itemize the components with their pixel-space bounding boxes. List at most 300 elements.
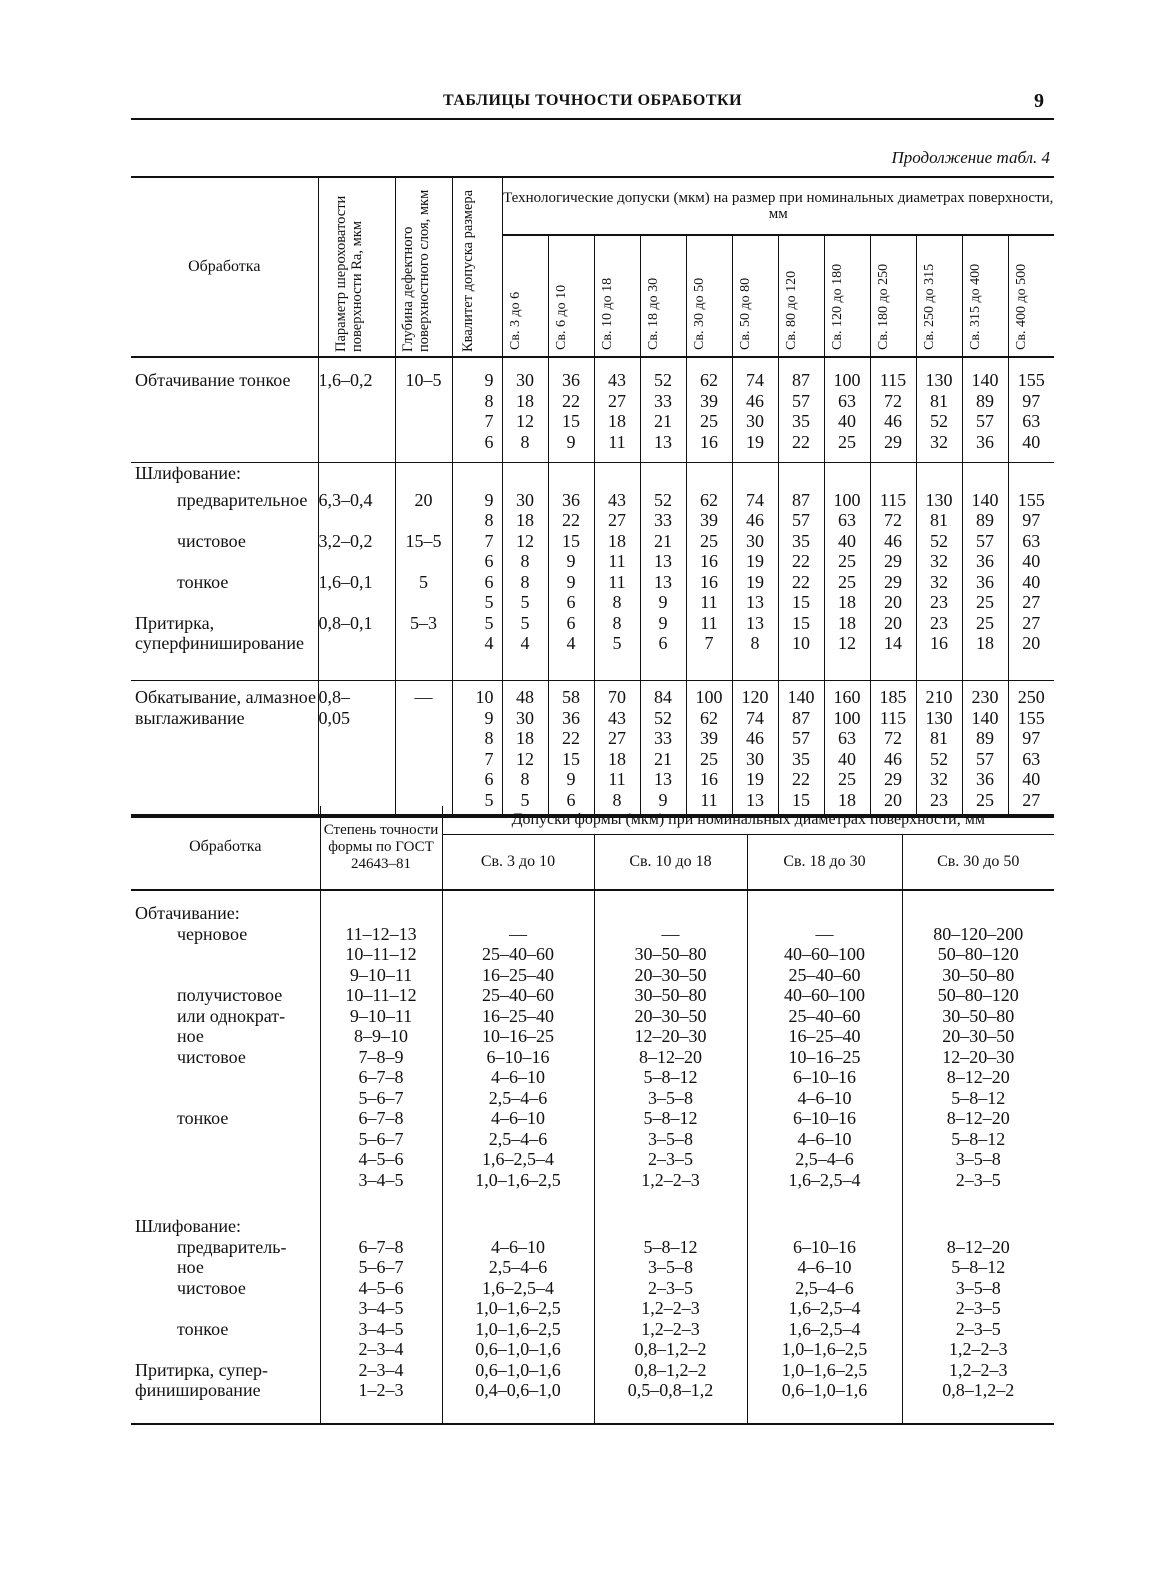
col-group-tolerances: Технологические допуски (мкм) на размер при номинальных диаметрах поверхности, мм (502, 177, 1054, 235)
cell-line: 32 (930, 551, 948, 571)
depth-cell (395, 357, 452, 463)
cell-line: 89 (976, 390, 994, 411)
cell-line: 3,2–0,2 (318, 530, 373, 551)
cell-line: 62 (700, 489, 718, 510)
tolerance-cell (640, 484, 686, 681)
cell-line (396, 592, 452, 613)
cell-line (443, 903, 594, 924)
depth-cell (395, 681, 452, 817)
diameter-label: Св. 400 до 500 (1014, 263, 1030, 350)
cell-line: 0,4–0,6–1,0 (475, 1380, 561, 1400)
cell-line: 25 (700, 748, 718, 769)
cell-line: 8–12–20 (946, 1236, 1010, 1257)
cell-line: 52 (930, 748, 948, 769)
size-tolerance-body (131, 357, 1054, 816)
cell-line: 81 (930, 510, 948, 530)
tolerance-cell (778, 357, 824, 463)
cell-line: 30 (746, 411, 764, 431)
diameter-label: Св. 120 до 180 (830, 263, 845, 350)
cell-line: 13 (746, 789, 764, 810)
cell-line: 115 (879, 489, 907, 510)
cell-line: 13 (654, 571, 672, 592)
col-header-obrabotka: Обработка (131, 177, 318, 357)
cell-line: 22 (792, 571, 810, 592)
diameter-header (824, 235, 870, 357)
diameter-header (870, 235, 916, 357)
cell-line: 16–25–40 (482, 964, 554, 985)
cell-line: 10–16–25 (788, 1046, 861, 1067)
cell-line: 1,6–2,5–4 (788, 1298, 861, 1318)
cell-line: 27 (608, 390, 626, 411)
cell-line: 72 (884, 510, 902, 530)
cell-line: 43 (608, 370, 626, 390)
cell-line (321, 903, 442, 924)
cell-line: 6 (566, 612, 576, 633)
cell-line: — (661, 923, 680, 944)
diameter-header (1008, 235, 1054, 357)
treatment-line (135, 1298, 320, 1319)
cell-line: 9–10–11 (349, 1005, 413, 1026)
cell-line: 40 (1022, 769, 1041, 789)
cell-line: 5–8–12 (951, 1087, 1006, 1108)
treatment-line: Шлифование: (135, 1216, 241, 1236)
cell-line: 5–8–12 (951, 1128, 1006, 1149)
cell-line: 5 (419, 571, 428, 592)
treatment-line: тонкое (177, 1318, 229, 1339)
treatment-line: тонкое (177, 1108, 229, 1128)
treatment-line (135, 1129, 320, 1150)
cell-line: 81 (930, 728, 948, 748)
cell-line: 4–6–10 (491, 1108, 545, 1128)
cell-line: 140 (971, 707, 999, 728)
treatment-line: предваритель- (177, 1236, 287, 1257)
kvalitet-cell (452, 484, 502, 681)
cell-line: 19 (746, 571, 764, 592)
cell-line: 5 (484, 592, 494, 612)
tolerance-cell (548, 484, 594, 681)
diameter-label: Св. 3 до 6 (508, 291, 523, 350)
cell-line: 5 (520, 789, 530, 810)
tolerance-cell (594, 357, 640, 463)
treatment-line (135, 965, 320, 986)
cell-line: 8–12–20 (946, 1067, 1010, 1087)
cell-line: — (414, 687, 433, 707)
cell-line: 89 (976, 728, 994, 748)
treatment-line (135, 1170, 320, 1191)
cell-line: 46 (884, 411, 902, 431)
cell-line: 7 (704, 633, 714, 653)
cell-line: 8 (520, 769, 530, 789)
form-tolerance-cell (442, 890, 594, 1204)
cell-line: 2,5–4–6 (488, 1128, 548, 1149)
empty-cell (640, 463, 686, 484)
cell-line: 32 (930, 431, 948, 452)
col-header-form-degree: Степень точности формы по ГОСТ 24643–81 (320, 806, 442, 890)
cell-line: 10–5 (405, 370, 442, 390)
cell-line: 11 (700, 789, 718, 810)
cell-line: 13 (746, 592, 764, 612)
cell-line (319, 510, 395, 531)
tolerance-cell (916, 484, 962, 681)
treatment-line (135, 1339, 320, 1360)
cell-line: 6 (484, 571, 494, 592)
cell-line: 23 (930, 592, 948, 612)
continuation-note: Продолжение табл. 4 (891, 148, 1050, 167)
cell-line (748, 903, 902, 924)
table-row (131, 1204, 1054, 1424)
empty-cell (395, 463, 452, 484)
cell-line: 4–6–10 (491, 1236, 545, 1257)
cell-line: 12 (838, 633, 856, 653)
cell-line: 210 (925, 687, 953, 707)
treatment-line (135, 1088, 320, 1109)
cell-line: 21 (654, 748, 672, 769)
cell-line: 8 (484, 510, 494, 530)
cell-line: 39 (700, 728, 718, 748)
cell-line: 3–5–8 (955, 1277, 1001, 1298)
treatment-line: предварительное (177, 489, 308, 510)
cell-line (319, 551, 395, 572)
tolerance-cell (962, 484, 1008, 681)
cell-line: 5 (520, 612, 530, 633)
cell-line: 4 (484, 633, 494, 653)
cell-line: 3–5–8 (648, 1257, 693, 1277)
cell-line: 7–8–9 (358, 1046, 404, 1067)
treatment-line (135, 1067, 320, 1088)
empty-cell (452, 463, 502, 484)
treatment-line: ное (177, 1026, 204, 1046)
cell-line: 19 (746, 431, 764, 452)
cell-line: 5 (612, 633, 622, 653)
cell-line: — (509, 923, 527, 944)
cell-line (319, 592, 395, 613)
cell-line: 33 (654, 510, 672, 530)
cell-line: 6 (484, 769, 494, 789)
cell-line: 12 (516, 411, 534, 431)
tolerance-cell (502, 357, 548, 463)
cell-line: 0,5–0,8–1,2 (627, 1380, 714, 1400)
cell-line: 9 (484, 489, 494, 510)
cell-line (321, 1216, 442, 1237)
tolerance-cell (732, 484, 778, 681)
cell-line: 15 (792, 789, 810, 810)
diameter-label: Св. 6 до 10 (554, 284, 569, 350)
cell-line: 40 (1022, 551, 1041, 571)
form-tolerance-cell (902, 1204, 1054, 1424)
cell-line: 0,6–1,0–1,6 (781, 1380, 868, 1400)
tolerance-cell (870, 357, 916, 463)
cell-line: 15 (792, 592, 810, 612)
cell-line: 230 (971, 687, 999, 707)
cell-line: 6–10–16 (486, 1046, 550, 1067)
treatment-line: или однократ- (177, 1005, 286, 1026)
cell-line: 12 (516, 530, 534, 551)
cell-line: 52 (930, 530, 948, 551)
cell-line: 3–4–5 (358, 1169, 404, 1190)
cell-line: 25 (976, 612, 994, 633)
tolerance-cell (548, 357, 594, 463)
cell-line: 29 (884, 769, 902, 789)
cell-line: 6 (484, 431, 494, 452)
kvalitet-cell (452, 357, 502, 463)
cell-line: 12–20–30 (634, 1026, 707, 1046)
cell-line: 57 (792, 728, 810, 748)
treatment-line: Притирка, суперфиниширование (135, 612, 304, 653)
cell-line: 97 (1022, 728, 1041, 748)
cell-line: 20–30–50 (634, 1005, 707, 1026)
cell-line: 115 (879, 707, 907, 728)
diameter-label: Св. 180 до 250 (876, 263, 891, 350)
cell-line: 11 (700, 612, 718, 633)
cell-line: 36 (562, 707, 580, 728)
cell-line: 43 (608, 489, 626, 510)
form-tolerance-table (131, 806, 1054, 1425)
tolerance-cell (732, 357, 778, 463)
cell-line: 2–3–4 (358, 1339, 404, 1359)
form-tolerance-body (131, 890, 1054, 1424)
cell-line: 87 (792, 370, 810, 390)
cell-line: 27 (608, 728, 626, 748)
page-number: 9 (1034, 90, 1044, 112)
diameter-label: Св. 10 до 18 (600, 277, 615, 350)
cell-line: 39 (700, 510, 718, 530)
diameter-header (732, 235, 778, 357)
cell-line: 155 (1017, 370, 1045, 390)
form-tolerance-cell (747, 1204, 902, 1424)
cell-line: 25 (976, 592, 994, 612)
tolerance-cell (686, 357, 732, 463)
cell-line: 40 (838, 530, 856, 551)
cell-line: 5–6–7 (358, 1128, 404, 1149)
cell-line: 6 (484, 551, 494, 571)
cell-line: 1,2–2–3 (949, 1359, 1008, 1380)
cell-line: 22 (562, 510, 580, 530)
cell-line: 80–120–200 (933, 923, 1024, 944)
cell-line: 100 (833, 489, 861, 510)
cell-line: 23 (930, 789, 948, 810)
cell-line: 25–40–60 (482, 944, 554, 964)
treatment-name (131, 890, 320, 1204)
treatment-name (131, 484, 318, 681)
cell-line: 25 (838, 571, 856, 592)
cell-line: 0,8–1,2–2 (634, 1339, 707, 1359)
cell-line: 5–8–12 (643, 1108, 698, 1128)
form-tolerance-cell (594, 890, 747, 1204)
cell-line (748, 1216, 902, 1237)
form-degree-cell (320, 890, 442, 1204)
cell-line: 10–11–12 (345, 985, 417, 1005)
cell-line: 0,8–1,2–2 (942, 1380, 1015, 1400)
cell-line: 19 (746, 769, 764, 789)
cell-line: 3–4–5 (358, 1318, 404, 1339)
form-diameter-header: Св. 3 до 10 (442, 835, 594, 891)
cell-line: 2,5–4–6 (488, 1087, 548, 1108)
tolerance-cell (916, 681, 962, 817)
cell-line: 1,6–2,5–4 (482, 1149, 554, 1169)
tolerance-cell (1008, 357, 1054, 463)
treatment-line: чистовое (177, 1277, 246, 1298)
cell-line: 13 (654, 769, 672, 789)
cell-line: 20 (884, 789, 902, 810)
cell-line: 8 (612, 789, 622, 810)
table-row (131, 681, 1054, 817)
cell-line: 63 (1022, 411, 1041, 431)
cell-line: 9–10–11 (349, 964, 413, 985)
cell-line: 35 (792, 530, 810, 551)
cell-line: 140 (971, 489, 999, 510)
col-group-form-tolerances: Допуски формы (мкм) при номинальных диаметрах поверхности, мм (442, 806, 1054, 835)
diameter-header (548, 235, 594, 357)
cell-line: 63 (1022, 530, 1041, 551)
cell-line: 40 (1022, 431, 1041, 452)
cell-line: 100 (833, 370, 861, 390)
tolerance-cell (824, 357, 870, 463)
cell-line: 8 (520, 571, 530, 592)
cell-line: 2,5–4–6 (795, 1149, 854, 1169)
cell-line: 25 (700, 411, 718, 431)
cell-line: 1,0–1,6–2,5 (475, 1318, 561, 1339)
cell-line: 16 (700, 571, 718, 592)
cell-line: 130 (925, 489, 953, 510)
treatment-line: черновое (177, 923, 248, 944)
tolerance-cell (916, 357, 962, 463)
cell-line: 63 (838, 510, 856, 530)
cell-line: 32 (930, 769, 948, 789)
treatment-name (131, 357, 318, 463)
cell-line: 5 (520, 592, 530, 612)
cell-line: 36 (976, 769, 994, 789)
cell-line: 16 (930, 633, 948, 653)
empty-cell (962, 463, 1008, 484)
cell-line: 30 (746, 530, 764, 551)
diameter-label: Св. 18 до 30 (646, 277, 661, 350)
cell-line: 6–10–16 (793, 1067, 856, 1087)
cell-line: 27 (608, 510, 626, 530)
cell-line: 1,0–1,6–2,5 (475, 1169, 561, 1190)
cell-line: 4–5–6 (358, 1149, 404, 1169)
cell-line: 30–50–80 (942, 964, 1015, 985)
cell-line: 2,5–4–6 (795, 1277, 854, 1298)
empty-cell (594, 463, 640, 484)
cell-line: 1,0–1,6–2,5 (781, 1359, 868, 1380)
cell-line: 155 (1017, 489, 1045, 510)
treatment-line: получистовое (177, 985, 283, 1005)
cell-line: 1–2–3 (358, 1380, 404, 1400)
diameter-header (686, 235, 732, 357)
treatment-line: ное (177, 1257, 204, 1277)
cell-line: 140 (971, 370, 999, 390)
cell-line: — (815, 923, 834, 944)
form-tolerance-cell (594, 1204, 747, 1424)
cell-line: 8 (484, 390, 494, 411)
cell-line: 16 (700, 551, 718, 571)
cell-line (396, 510, 452, 531)
treatment-line: финиширование (135, 1380, 261, 1400)
cell-line: 30 (516, 707, 534, 728)
cell-line: 22 (562, 728, 580, 748)
cell-line: 6–10–16 (793, 1108, 856, 1128)
cell-line: 100 (695, 687, 723, 707)
cell-line: 52 (930, 411, 948, 431)
table-row (131, 357, 1054, 463)
cell-line (319, 633, 395, 654)
cell-line: 11 (608, 571, 626, 592)
empty-cell (502, 463, 548, 484)
cell-line (396, 633, 452, 654)
cell-line: 57 (792, 390, 810, 411)
cell-line: 30–50–80 (942, 1005, 1015, 1026)
cell-line: 18 (516, 728, 534, 748)
tolerance-cell (594, 681, 640, 817)
cell-line: 39 (700, 390, 718, 411)
cell-line: 1,6–2,5–4 (788, 1169, 861, 1190)
cell-line: 36 (562, 489, 580, 510)
cell-line: 2–3–5 (955, 1298, 1001, 1318)
cell-line: 30 (516, 370, 534, 390)
cell-line: 11 (608, 551, 626, 571)
cell-line: 8 (750, 633, 760, 653)
table-row (131, 890, 1054, 1204)
cell-line: 9 (566, 551, 576, 571)
cell-line: 27 (1022, 592, 1041, 612)
cell-line: 185 (879, 687, 907, 707)
cell-line: 22 (562, 390, 580, 411)
size-tolerance-table (131, 176, 1054, 818)
cell-line: 5–8–12 (951, 1257, 1006, 1277)
cell-line: 25 (838, 769, 856, 789)
cell-line: 50–80–120 (937, 944, 1019, 964)
cell-line: 5–6–7 (358, 1087, 404, 1108)
cell-line: 0,8– (318, 687, 350, 707)
treatment-line (135, 551, 318, 572)
tolerance-cell (548, 681, 594, 817)
cell-line: 33 (654, 390, 672, 411)
tolerance-cell (502, 681, 548, 817)
empty-cell (916, 463, 962, 484)
running-title: ТАБЛИЦЫ ТОЧНОСТИ ОБРАБОТКИ (442, 92, 743, 109)
cell-line: 35 (792, 748, 810, 769)
cell-line: 46 (746, 510, 764, 530)
tolerance-cell (870, 681, 916, 817)
tolerance-cell (962, 681, 1008, 817)
treatment-line (135, 510, 318, 531)
form-tolerance-cell (902, 890, 1054, 1204)
tolerance-cell (1008, 681, 1054, 817)
cell-line: 48 (516, 687, 534, 707)
cell-line: 15 (792, 612, 810, 633)
cell-line: 120 (741, 687, 769, 707)
cell-line: 30 (746, 748, 764, 769)
cell-line: 15 (562, 411, 580, 431)
table-row (131, 463, 1054, 484)
cell-line: 8 (612, 612, 622, 633)
cell-line: 29 (884, 431, 902, 452)
cell-line: 2–3–4 (358, 1359, 404, 1380)
cell-line: 36 (976, 551, 994, 571)
cell-line: 130 (925, 707, 953, 728)
treatment-line (135, 944, 320, 965)
cell-line (595, 1216, 747, 1237)
treatment-line: чистовое (177, 530, 246, 551)
col-header-kvalitet: Квалитет допуска размера (452, 177, 502, 357)
col-header-roughness: Параметр шероховатости поверхности Ra, мкм (318, 177, 395, 357)
cell-line: 84 (654, 687, 672, 707)
cell-line: 87 (792, 489, 810, 510)
cell-line: 11 (700, 592, 718, 612)
cell-line: 6 (658, 633, 668, 653)
cell-line: 33 (654, 728, 672, 748)
diameter-label: Св. 30 до 50 (692, 277, 707, 350)
